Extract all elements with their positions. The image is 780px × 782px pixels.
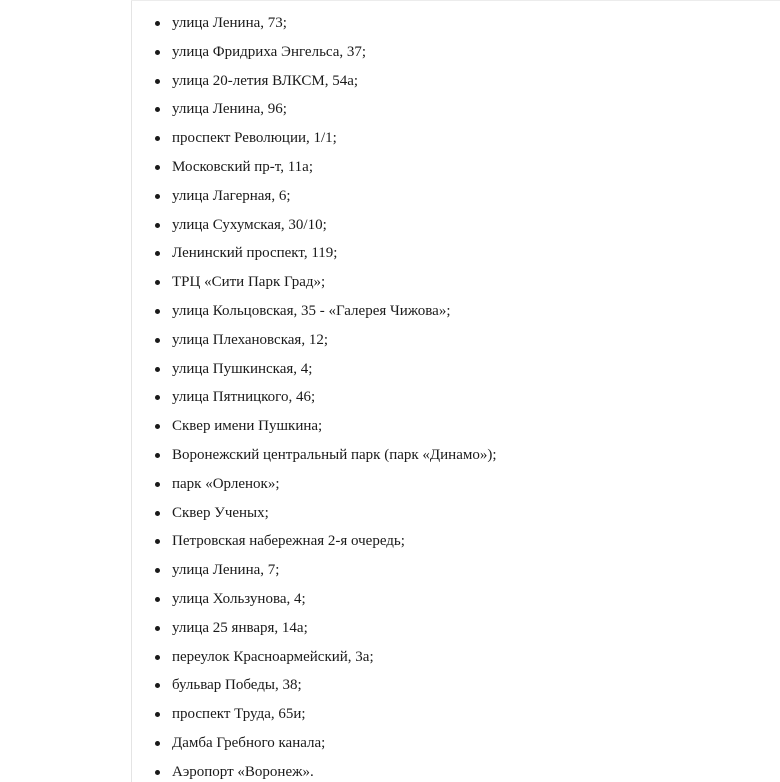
list-item [0, 527, 497, 556]
list-item-text: улица Пятницкого, 46; [172, 389, 316, 406]
bullet-icon [155, 280, 160, 285]
address-list [0, 9, 497, 782]
list-item-text: Ленинский проспект, 119; [172, 245, 338, 262]
content-top-border [131, 0, 780, 1]
list-item-text: улица 20-летия ВЛКСМ, 54а; [172, 72, 359, 89]
list-item-text: улица Кольцовская, 35 - «Галерея Чижова»; [172, 302, 451, 319]
list-item-text: улица Ленина, 73; [172, 15, 287, 31]
bullet-icon [155, 309, 160, 314]
list-item [0, 239, 497, 268]
bullet-icon [155, 597, 160, 602]
list-item [0, 499, 497, 528]
bullet-icon [155, 482, 160, 487]
bullet-icon [155, 683, 160, 688]
list-item-text: Московский пр-т, 11а; [172, 158, 313, 175]
list-item-text: Петровская набережная 2-я очередь; [172, 533, 405, 550]
list-item-text: улица Ленина, 96; [172, 101, 287, 118]
bullet-icon [155, 165, 160, 170]
list-item [0, 758, 497, 782]
list-item [0, 326, 497, 355]
list-item-text: переулок Красноармейский, 3а; [172, 648, 374, 665]
bullet-icon [155, 424, 160, 429]
bullet-icon [155, 453, 160, 458]
list-item-text: улица Ленина, 7; [172, 562, 280, 579]
bullet-icon [155, 367, 160, 372]
list-item-text: проспект Революции, 1/1; [172, 130, 337, 147]
list-item-text: Сквер Ученых; [172, 504, 269, 521]
list-item [0, 643, 497, 672]
list-item-text: Аэропорт «Воронеж». [172, 763, 314, 780]
list-item [0, 355, 497, 384]
list-item-text: улица Плехановская, 12; [172, 331, 328, 348]
list-item-text: улица Лагерная, 6; [172, 187, 291, 204]
list-item-text: Сквер имени Пушкина; [172, 418, 323, 435]
bullet-icon [155, 626, 160, 631]
bullet-icon [155, 194, 160, 199]
bullet-icon [155, 107, 160, 112]
bullet-icon [155, 568, 160, 573]
bullet-icon [155, 251, 160, 256]
list-item [0, 67, 497, 96]
list-item [0, 268, 497, 297]
list-item-text: Дамба Гребного канала; [172, 734, 326, 751]
bullet-icon [155, 223, 160, 228]
bullet-icon [155, 21, 160, 26]
list-item-text: Воронежский центральный парк (парк «Динамо»); [172, 446, 497, 463]
list-item-text: проспект Труда, 65и; [172, 706, 306, 723]
list-item [0, 124, 497, 153]
bullet-icon [155, 539, 160, 544]
list-item [0, 700, 497, 729]
list-item [0, 182, 497, 211]
list-item-text: ТРЦ «Сити Парк Град»; [172, 274, 326, 291]
list-item [0, 9, 497, 38]
list-item [0, 211, 497, 240]
bullet-icon [155, 50, 160, 55]
bullet-icon [155, 712, 160, 717]
bullet-icon [155, 395, 160, 400]
list-item [0, 153, 497, 182]
list-item [0, 729, 497, 758]
list-item [0, 470, 497, 499]
list-item [0, 297, 497, 326]
list-item [0, 614, 497, 643]
bullet-icon [155, 770, 160, 775]
bullet-icon [155, 511, 160, 516]
list-item [0, 556, 497, 585]
list-item [0, 671, 497, 700]
list-item-text: парк «Орленок»; [172, 475, 280, 492]
list-item-text: улица Сухумская, 30/10; [172, 216, 327, 233]
list-item [0, 412, 497, 441]
bullet-icon [155, 136, 160, 141]
list-item [0, 383, 497, 412]
bullet-icon [155, 79, 160, 84]
list-item [0, 585, 497, 614]
bullet-icon [155, 655, 160, 660]
list-item-text: улица 25 января, 14а; [172, 619, 308, 636]
list-item [0, 38, 497, 67]
bullet-icon [155, 741, 160, 746]
list-item [0, 441, 497, 470]
list-item-text: бульвар Победы, 38; [172, 677, 302, 694]
list-item-text: улица Фридриха Энгельса, 37; [172, 43, 367, 60]
bullet-icon [155, 338, 160, 343]
list-item-text: улица Пушкинская, 4; [172, 360, 313, 377]
list-item-text: улица Хользунова, 4; [172, 590, 306, 607]
list-item [0, 95, 497, 124]
